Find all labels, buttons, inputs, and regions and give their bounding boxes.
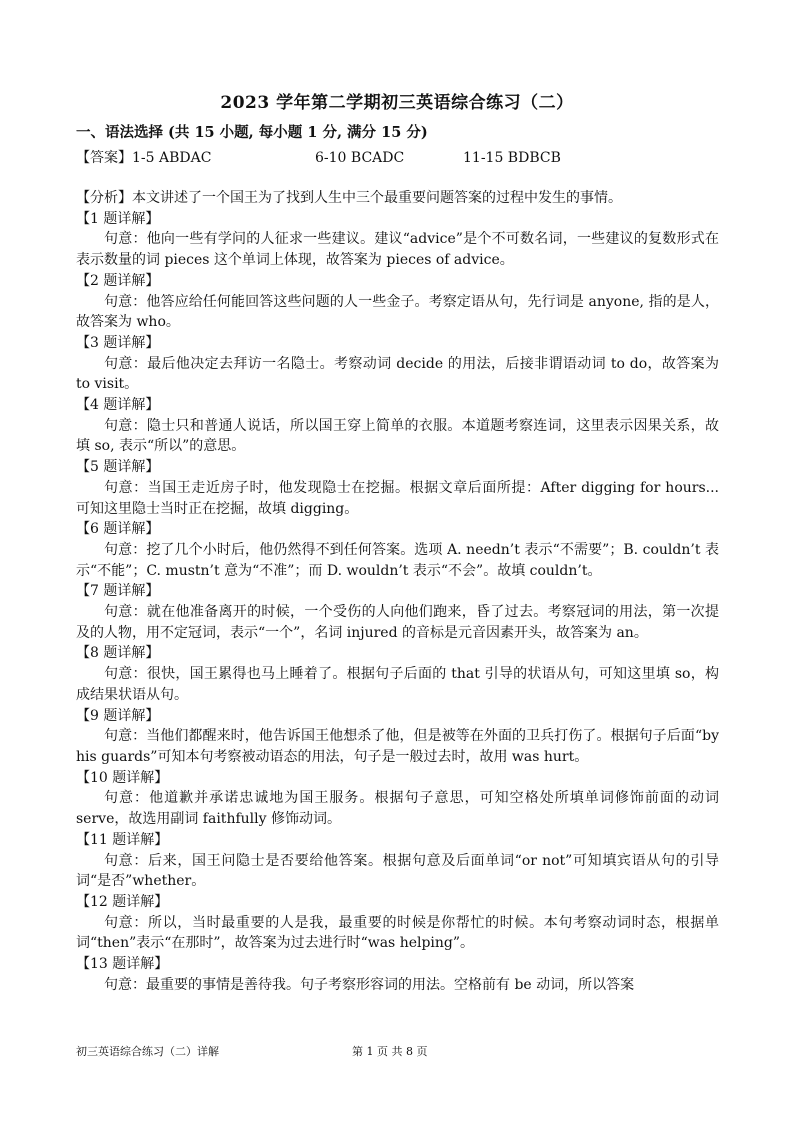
item-header: 【13 题详解】: [76, 956, 169, 973]
footer-page-number: 第 1 页 共 8 页: [352, 1045, 428, 1058]
item-header: 【7 题详解】: [76, 583, 160, 600]
item-header: 【1 题详解】: [76, 210, 160, 227]
item-explanation: 句意：所以，当时最重要的人是我，最重要的时候是你帮忙的时候。本句考察动词时态，根据单词“then”表示“在那时”，故答案为过去进行时“was helping”。: [76, 914, 719, 952]
item-explanation: 句意：后来，国王问隐士是否要给他答案。根据句意及后面单词“or not”可知填宾语从句的引导词“是否”whether。: [76, 852, 719, 890]
item-explanation: 句意：当他们都醒来时，他告诉国王他想杀了他，但是被等在外面的卫兵打伤了。根据句子后面“by his guards”可知本句考察被动语态的用法，句子是一般过去时，故用 was hurt。: [76, 728, 719, 765]
item-header: 【6 题详解】: [76, 521, 160, 538]
item-header: 【8 题详解】: [76, 645, 160, 662]
answer-label: 【答案】: [76, 150, 132, 166]
answer-group-2: 6-10 BCADC: [315, 150, 405, 166]
item-explanation: 句意：最后他决定去拜访一名隐士。考察动词 decide 的用法，后接非谓语动词 to do，故答案为 to visit。: [76, 355, 719, 393]
document-title: 2023 学年第二学期初三英语综合练习（二）: [220, 93, 574, 113]
analysis-paragraph: 【分析】本文讲述了一个国王为了找到人生中三个最重要问题答案的过程中发生的事情。: [76, 190, 622, 206]
item-header: 【4 题详解】: [76, 397, 160, 414]
item-header: 【12 题详解】: [76, 893, 169, 910]
answer-group-3: 11-15 BDBCB: [463, 150, 561, 166]
item-header: 【11 题详解】: [76, 831, 169, 848]
item-header: 【5 题详解】: [76, 459, 160, 476]
item-explanation: 句意：隐士只和普通人说话，所以国王穿上简单的衣服。本道题考察连词，这里表示因果关系，故填 so, 表示“所以”的意思。: [76, 417, 719, 455]
answer-group-1: 1-5 ABDAC: [132, 150, 212, 166]
item-header: 【3 题详解】: [76, 334, 160, 351]
footer-document-name: 初三英语综合练习（二）详解: [76, 1045, 219, 1058]
item-explanation: 句意：最重要的事情是善待我。句子考察形容词的用法。空格前有 be 动词，所以答案: [104, 976, 635, 993]
section-heading: 一、语法选择 (共 15 小题, 每小题 1 分, 满分 15 分): [76, 124, 428, 141]
item-header: 【10 题详解】: [76, 769, 169, 786]
explanation-body: [76, 188, 719, 995]
item-header: 【2 题详解】: [76, 272, 160, 289]
item-explanation: 句意：他答应给任何能回答这些问题的人一些金子。考察定语从句，先行词是 anyone, 指的是人，故答案为 who。: [76, 293, 719, 331]
item-explanation: 句意：当国王走近房子时，他发现隐士在挖掘。根据文章后面所提：After digging for hours... 可知这里隐士当时正在挖掘，故填 digging。: [76, 479, 719, 517]
answer-key: [76, 147, 561, 167]
item-explanation: 句意：很快，国王累得也马上睡着了。根据句子后面的 that 引导的状语从句，可知这里填 so，构成结果状语从句。: [76, 666, 719, 703]
item-explanation: 句意：挖了几个小时后，他仍然得不到任何答案。选项 A. needn’t 表示“不需要”；B. couldn’t 表示“不能”；C. mustn’t 意为“不准”；而 D. wouldn’t 表示“不会”。故填 couldn’t。: [76, 541, 719, 579]
item-explanation: 句意：他道歉并承诺忠诚地为国王服务。根据句子意思，可知空格处所填单词修饰前面的动词 serve，故选用副词 faithfully 修饰动词。: [76, 790, 719, 828]
item-header: 【9 题详解】: [76, 707, 160, 724]
item-explanation: 句意：他向一些有学问的人征求一些建议。建议“advice”是个不可数名词，一些建议的复数形式在表示数量的词 pieces 这个单词上体现，故答案为 pieces of advice。: [76, 231, 719, 269]
item-explanation: 句意：就在他准备离开的时候，一个受伤的人向他们跑来，昏了过去。考察冠词的用法，第一次提及的人物，用不定冠词，表示“一个”，名词 injured 的音标是元音因素开头，故答案为 an。: [76, 604, 719, 641]
